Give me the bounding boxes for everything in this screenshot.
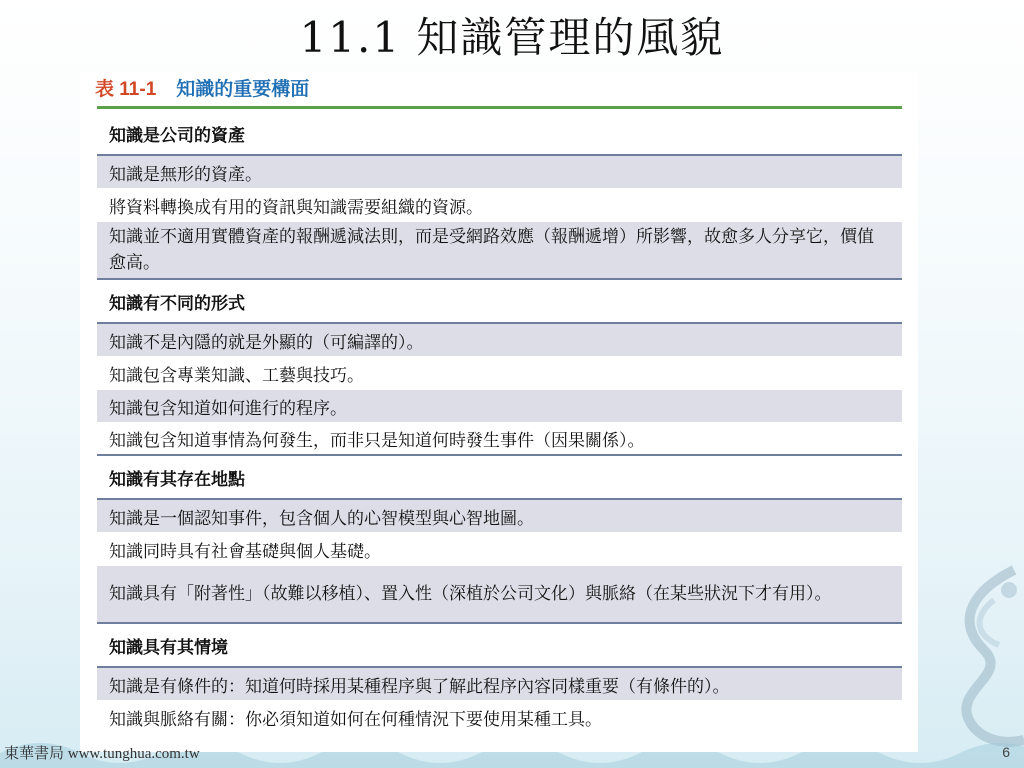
dragon-decoration [914,560,1024,750]
page-number: 6 [1002,744,1010,760]
section-heading: 知識有其存在地點 [97,456,902,500]
section-heading: 知識是公司的資產 [97,112,902,156]
footer-publisher: 東華書局 www.tunghua.com.tw [4,746,200,762]
table-row: 將資料轉換成有用的資訊與知識需要組織的資源。 [97,189,902,222]
table-row: 知識是無形的資產。 [97,156,902,189]
table-row: 知識包含專業知識、工藝與技巧。 [97,357,902,390]
table-row: 知識不是內隱的就是外顯的（可編譯的）。 [97,324,902,357]
slide-title: 11.1 知識管理的風貌 [299,13,725,62]
table-row: 知識具有「附著性」（故難以移植）、置入性（深植於公司文化）與脈絡（在某些狀況下才有用）。 [97,566,902,624]
caption-rule [97,106,902,109]
table-title: 知識的重要構面 [176,79,310,100]
table-body [97,112,902,734]
table-caption [95,78,309,102]
table-row: 知識並不適用實體資產的報酬遞減法則，而是受網路效應（報酬遞增）所影響，故愈多人分享它，價值愈高。 [97,222,902,280]
table-row: 知識是有條件的：知道何時採用某種程序與了解此程序內容同樣重要（有條件的）。 [97,668,902,701]
table-label: 表 11-1 [95,79,157,100]
table-row: 知識與脈絡有關：你必須知道如何在何種情況下要使用某種工具。 [97,701,902,734]
section-heading: 知識有不同的形式 [97,280,902,324]
table-image [80,72,918,752]
table-row: 知識包含知道事情為何發生，而非只是知道何時發生事件（因果關係）。 [97,423,902,456]
section-heading: 知識具有其情境 [97,624,902,668]
table-row: 知識包含知道如何進行的程序。 [97,390,902,423]
table-row: 知識是一個認知事件，包含個人的心智模型與心智地圖。 [97,500,902,533]
table-row: 知識同時具有社會基礎與個人基礎。 [97,533,902,566]
